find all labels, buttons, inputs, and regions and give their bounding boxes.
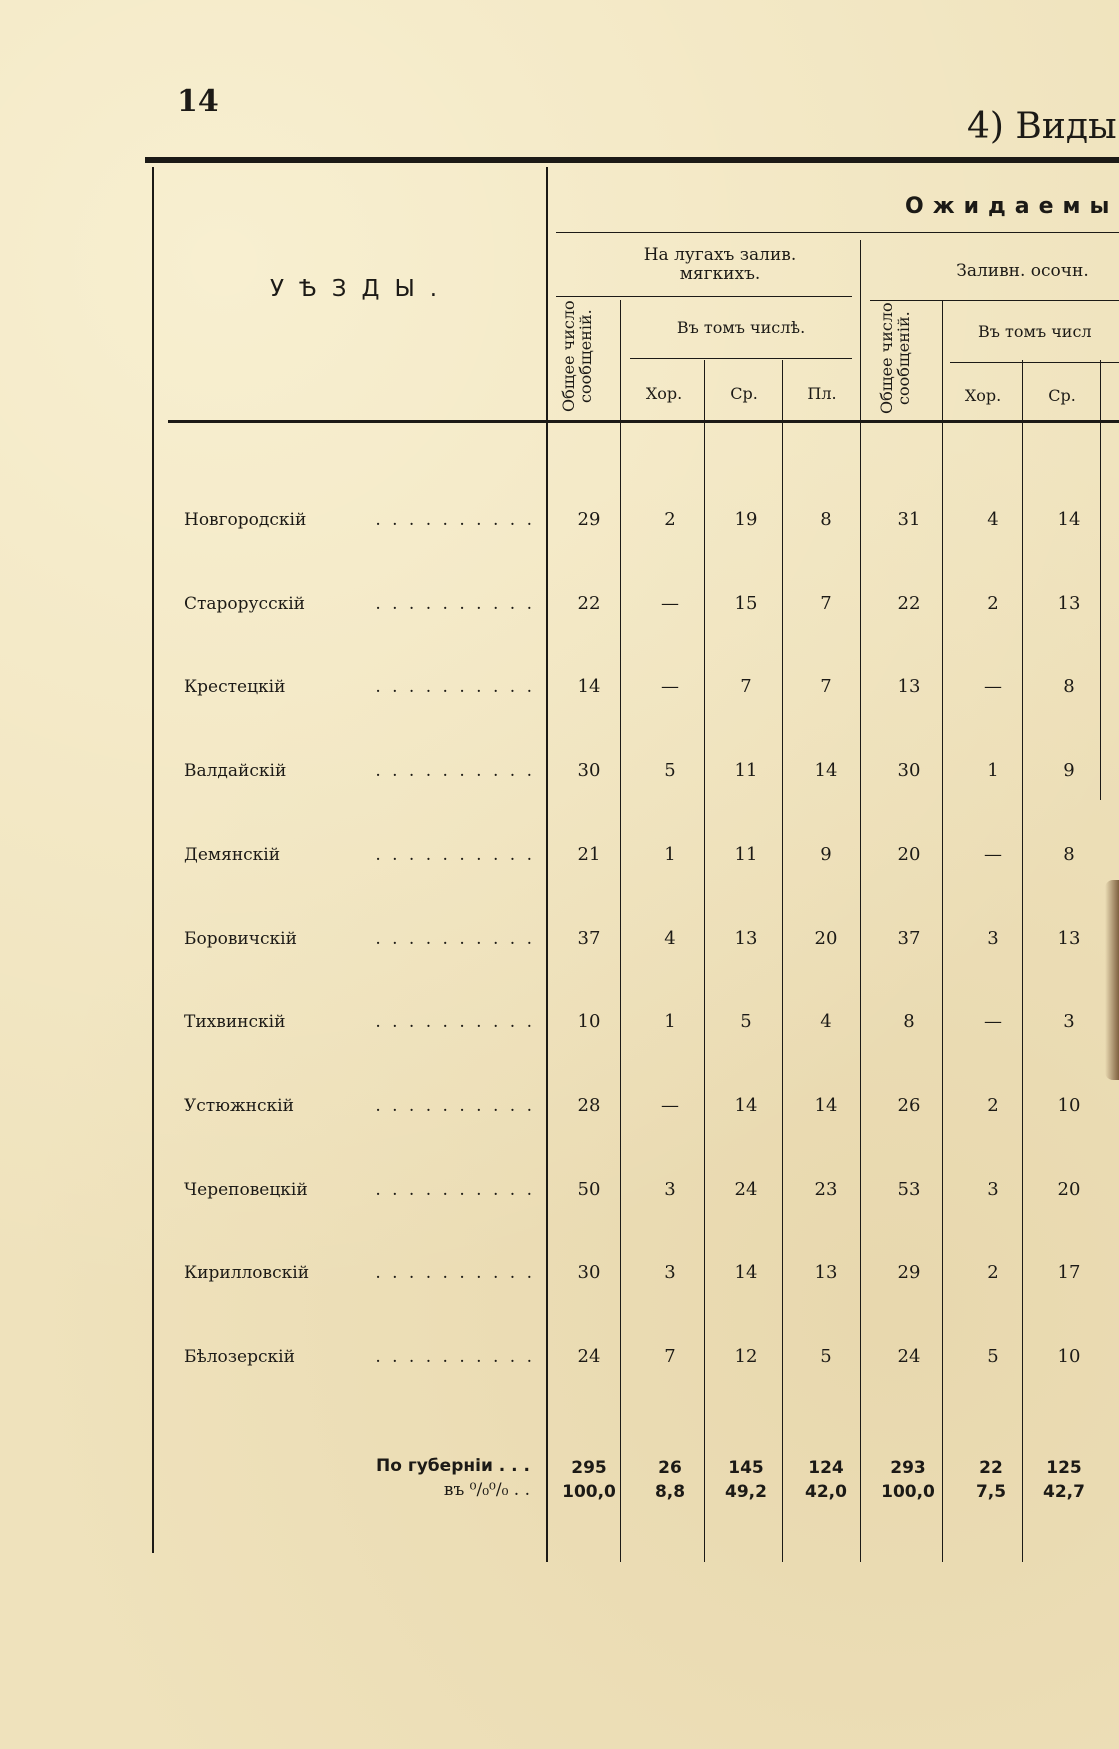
cell-g2-mid: 9 (1063, 760, 1075, 781)
dot-leader: . . . . . . . . . . (375, 510, 535, 530)
district-name: Бѣлозерскій (184, 1347, 295, 1367)
district-name: Устюжнскій (184, 1096, 294, 1116)
rule-under-expected (556, 232, 1119, 233)
cell-g2-mid: 13 (1057, 928, 1081, 949)
cell-g2-good: 5 (987, 1346, 999, 1367)
g1-poor-header: Пл. (807, 384, 837, 403)
left-border (152, 167, 154, 1553)
cell-g1-good: 3 (664, 1179, 676, 1200)
page-edge-stain (1105, 880, 1119, 1080)
cell-g2-total: 24 (897, 1346, 921, 1367)
cell-g1-mid: 11 (734, 760, 758, 781)
top-rule (145, 157, 1119, 163)
cell-g2-good: 1 (987, 760, 999, 781)
cell-g2-mid: 13 (1057, 593, 1081, 614)
cell-g2-total: 29 (897, 1262, 921, 1283)
cell-g1-poor: 8 (820, 509, 832, 530)
cell-g1-total: 50 (577, 1179, 601, 1200)
cell-g1-mid: 13 (734, 928, 758, 949)
district-name: Череповецкій (184, 1180, 308, 1200)
cell-g2-total: 37 (897, 928, 921, 949)
heading-expected: Ожидаемы (905, 194, 1119, 219)
dot-leader: . . . . . . . . . . (375, 1096, 535, 1116)
cell-g1-good: — (661, 593, 679, 614)
cell-g1-good: 3 (664, 1262, 676, 1283)
total-g1-total: 295 100,0 (562, 1458, 616, 1502)
district-name: Демянскій (184, 845, 281, 865)
cell-g1-good: — (661, 1095, 679, 1116)
col-divider-g2-mid (1100, 360, 1101, 800)
g2-good-header: Хор. (964, 386, 1002, 405)
g1-good-header: Хор. (645, 384, 683, 403)
cell-g1-mid: 12 (734, 1346, 758, 1367)
district-name: Кирилловскій (184, 1263, 310, 1283)
cell-g2-mid: 3 (1063, 1011, 1075, 1032)
cell-g2-mid: 17 (1057, 1262, 1081, 1283)
g1-mid-header: Ср. (730, 384, 758, 403)
cell-g2-total: 31 (897, 509, 921, 530)
g2-total-reports-header: Общее число сообщеній. (877, 302, 913, 414)
cell-g2-mid: 8 (1063, 844, 1075, 865)
cell-g1-good: — (661, 676, 679, 697)
cell-g1-poor: 13 (814, 1262, 838, 1283)
cell-g2-good: — (984, 676, 1002, 697)
total-g2-total: 293 100,0 (881, 1458, 935, 1502)
col-divider-g1-total (620, 300, 621, 1562)
district-name: Тихвинскій (184, 1012, 286, 1032)
cell-g1-total: 24 (577, 1346, 601, 1367)
g1-including-header: Въ томъ числѣ. (676, 318, 806, 337)
cell-g2-mid: 10 (1057, 1346, 1081, 1367)
cell-g2-good: — (984, 1011, 1002, 1032)
cell-g2-total: 8 (903, 1011, 915, 1032)
cell-g1-total: 28 (577, 1095, 601, 1116)
cell-g1-poor: 7 (820, 593, 832, 614)
total-g2-good: 22 7,5 (975, 1458, 1007, 1502)
cell-g1-good: 4 (664, 928, 676, 949)
dot-leader: . . . . . . . . . . (375, 1347, 535, 1367)
cell-g1-poor: 20 (814, 928, 838, 949)
cell-g1-total: 21 (577, 844, 601, 865)
cell-g1-good: 5 (664, 760, 676, 781)
cell-g1-mid: 24 (734, 1179, 758, 1200)
col-divider-names (546, 167, 548, 1562)
cell-g1-total: 29 (577, 509, 601, 530)
cell-g1-mid: 7 (740, 676, 752, 697)
cell-g1-total: 30 (577, 1262, 601, 1283)
cell-g2-good: — (984, 844, 1002, 865)
cell-g1-total: 37 (577, 928, 601, 949)
cell-g1-poor: 5 (820, 1346, 832, 1367)
cell-g1-total: 22 (577, 593, 601, 614)
cell-g1-good: 2 (664, 509, 676, 530)
cell-g1-mid: 14 (734, 1095, 758, 1116)
district-name: Боровичскій (184, 929, 297, 949)
cell-g1-total: 10 (577, 1011, 601, 1032)
cell-g2-mid: 8 (1063, 676, 1075, 697)
cell-g2-mid: 20 (1057, 1179, 1081, 1200)
dot-leader: . . . . . . . . . . (375, 1263, 535, 1283)
col-divider-g2-total (942, 300, 943, 1562)
cell-g1-total: 30 (577, 760, 601, 781)
cell-g2-good: 3 (987, 1179, 999, 1200)
cell-g2-good: 3 (987, 928, 999, 949)
dot-leader: . . . . . . . . . . (375, 845, 535, 865)
dot-leader: . . . . . . . . . . (375, 677, 535, 697)
percent-label: въ ⁰/₀⁰/₀ . . (443, 1480, 530, 1500)
cell-g2-good: 2 (987, 593, 999, 614)
rule-under-including1 (630, 358, 852, 359)
cell-g1-mid: 19 (734, 509, 758, 530)
g1-total-reports-header: Общее число сообщеній. (559, 300, 595, 412)
group2-title: Заливн. осочн. (956, 261, 1089, 281)
cell-g2-good: 2 (987, 1262, 999, 1283)
district-name: Старорусскій (184, 594, 305, 614)
cell-g2-good: 4 (987, 509, 999, 530)
cell-g1-poor: 23 (814, 1179, 838, 1200)
cell-g1-mid: 15 (734, 593, 758, 614)
cell-g1-mid: 11 (734, 844, 758, 865)
cell-g2-total: 13 (897, 676, 921, 697)
col-divider-g2-good (1022, 360, 1023, 1562)
group1-title: На лугахъ залив. мягкихъ. (643, 245, 797, 284)
g2-including-header: Въ томъ числ (978, 322, 1092, 341)
cell-g1-good: 1 (664, 1011, 676, 1032)
col-divider-g1-mid (782, 360, 783, 1562)
cell-g2-good: 2 (987, 1095, 999, 1116)
cell-g1-poor: 7 (820, 676, 832, 697)
cell-g2-total: 53 (897, 1179, 921, 1200)
col-divider-groups (860, 240, 861, 1562)
dot-leader: . . . . . . . . . . (375, 761, 535, 781)
rule-under-including2 (950, 362, 1119, 363)
dot-leader: . . . . . . . . . . (375, 1012, 535, 1032)
page-number: 14 (177, 84, 219, 119)
cell-g2-total: 30 (897, 760, 921, 781)
col-divider-g1-good (704, 360, 705, 1562)
cell-g2-total: 20 (897, 844, 921, 865)
section-title: 4) Виды (967, 106, 1117, 147)
dot-leader: . . . . . . . . . . (375, 929, 535, 949)
header-bottom-rule (168, 420, 1119, 423)
cell-g1-poor: 14 (814, 1095, 838, 1116)
cell-g1-total: 14 (577, 676, 601, 697)
cell-g2-mid: 10 (1057, 1095, 1081, 1116)
cell-g2-total: 22 (897, 593, 921, 614)
dot-leader: . . . . . . . . . . (375, 1180, 535, 1200)
district-name: Крестецкій (184, 677, 286, 697)
cell-g1-poor: 9 (820, 844, 832, 865)
total-g1-poor: 124 42,0 (805, 1458, 847, 1502)
cell-g2-total: 26 (897, 1095, 921, 1116)
dot-leader: . . . . . . . . . . (375, 594, 535, 614)
cell-g1-good: 7 (664, 1346, 676, 1367)
district-name: Новгородскій (184, 510, 307, 530)
cell-g1-good: 1 (664, 844, 676, 865)
cell-g1-mid: 14 (734, 1262, 758, 1283)
total-g2-mid: 125 42,7 (1043, 1458, 1085, 1502)
district-name: Валдайскій (184, 761, 287, 781)
total-g1-good: 26 8,8 (654, 1458, 686, 1502)
cell-g1-mid: 5 (740, 1011, 752, 1032)
cell-g1-poor: 4 (820, 1011, 832, 1032)
cell-g2-mid: 14 (1057, 509, 1081, 530)
g2-mid-header: Ср. (1048, 386, 1076, 405)
total-label: По губерніи . . . (376, 1456, 530, 1476)
total-g1-mid: 145 49,2 (725, 1458, 767, 1502)
cell-g1-poor: 14 (814, 760, 838, 781)
districts-header: УѢЗДЫ. (270, 276, 453, 302)
